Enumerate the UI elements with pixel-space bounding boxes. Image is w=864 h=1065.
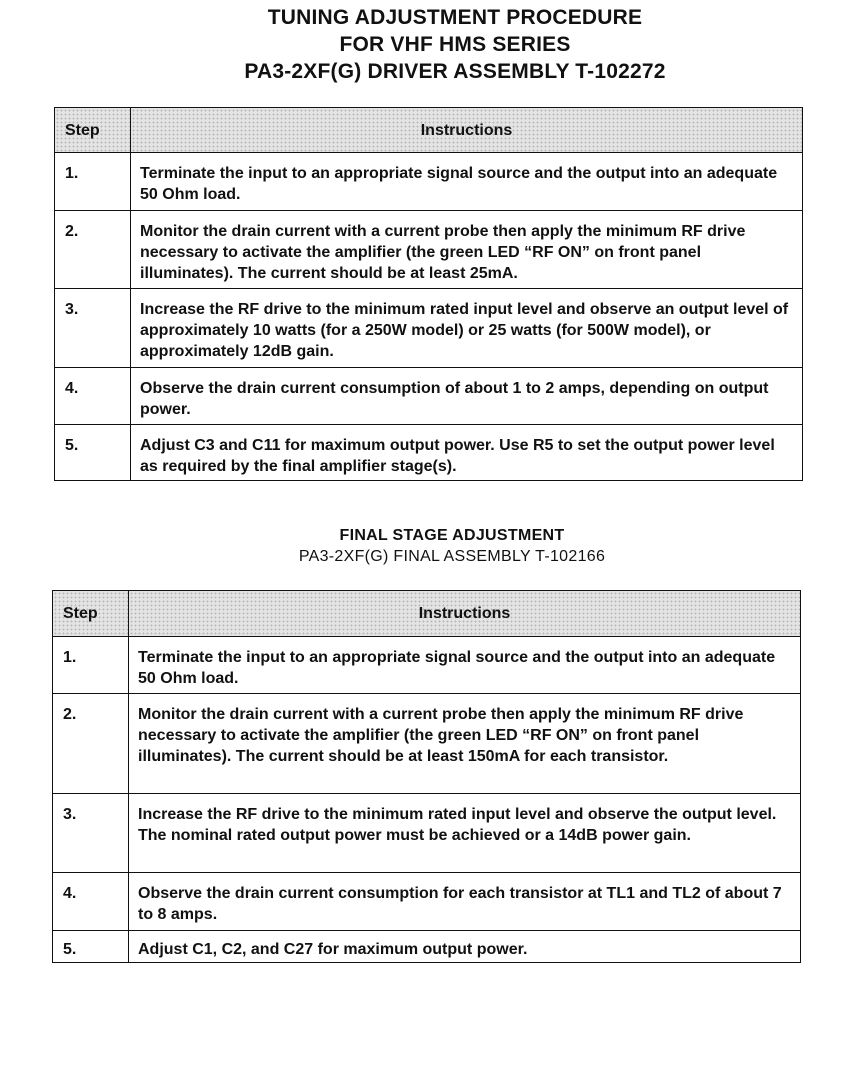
driver-procedure-table [54,107,803,481]
table-row [53,637,801,694]
column-header-step: Step [55,108,131,153]
column-header-instructions: Instructions [131,108,803,153]
step-number: 4. [53,873,129,931]
table-header-row [55,108,803,153]
step-number: 3. [55,289,131,368]
step-number: 4. [55,368,131,425]
table-row [55,211,803,289]
step-instruction: Observe the drain current consumption for each transistor at TL1 and TL2 of about 7 to 8 amps. [129,873,801,931]
section-heading-line-2: PA3-2XF(G) FINAL ASSEMBLY T-102166 [298,548,606,565]
step-instruction: Monitor the drain current with a current probe then apply the minimum RF drive necessary to activate the amplifier (the green LED “RF ON” on front panel illuminates). The current should be at least 150mA for each transistor. [129,694,801,794]
column-header-step: Step [53,591,129,637]
step-instruction: Increase the RF drive to the minimum rated input level and observe the output level. The nominal rated output power must be achieved or a 14dB power gain. [129,794,801,873]
step-instruction: Observe the drain current consumption of about 1 to 2 amps, depending on output power. [131,368,803,425]
table-row [55,289,803,368]
section-heading-line-1: FINAL STAGE ADJUSTMENT [339,527,565,544]
table-row [53,794,801,873]
step-instruction: Terminate the input to an appropriate signal source and the output into an adequate 50 Ohm load. [131,153,803,211]
document-title [0,4,864,85]
table-row [53,873,801,931]
final-procedure-table [52,590,801,963]
step-number: 5. [55,425,131,481]
table-header-row [53,591,801,637]
step-instruction: Increase the RF drive to the minimum rated input level and observe an output level of approximately 10 watts (for a 250W model) or 25 watts (for 500W model), or approximately 12dB gain. [131,289,803,368]
step-instruction: Adjust C3 and C11 for maximum output power. Use R5 to set the output power level as required by the final amplifier stage(s). [131,425,803,481]
step-number: 2. [55,211,131,289]
title-line-1: TUNING ADJUSTMENT PROCEDURE [267,6,643,29]
table-row [55,153,803,211]
step-number: 3. [53,794,129,873]
step-number: 1. [55,153,131,211]
table-row [53,694,801,794]
step-instruction: Monitor the drain current with a current probe then apply the minimum RF drive necessary to activate the amplifier (the green LED “RF ON” on front panel illuminates). The current should be at least 25mA. [131,211,803,289]
title-line-3: PA3-2XF(G) DRIVER ASSEMBLY T-102272 [244,60,666,83]
step-number: 2. [53,694,129,794]
step-number: 1. [53,637,129,694]
title-line-2: FOR VHF HMS SERIES [339,33,571,56]
table-row [55,425,803,481]
step-number: 5. [53,931,129,963]
table-row [55,368,803,425]
column-header-instructions: Instructions [129,591,801,637]
step-instruction: Adjust C1, C2, and C27 for maximum output power. [129,931,801,963]
table-row [53,931,801,963]
final-stage-heading [0,525,864,567]
step-instruction: Terminate the input to an appropriate signal source and the output into an adequate 50 Ohm load. [129,637,801,694]
